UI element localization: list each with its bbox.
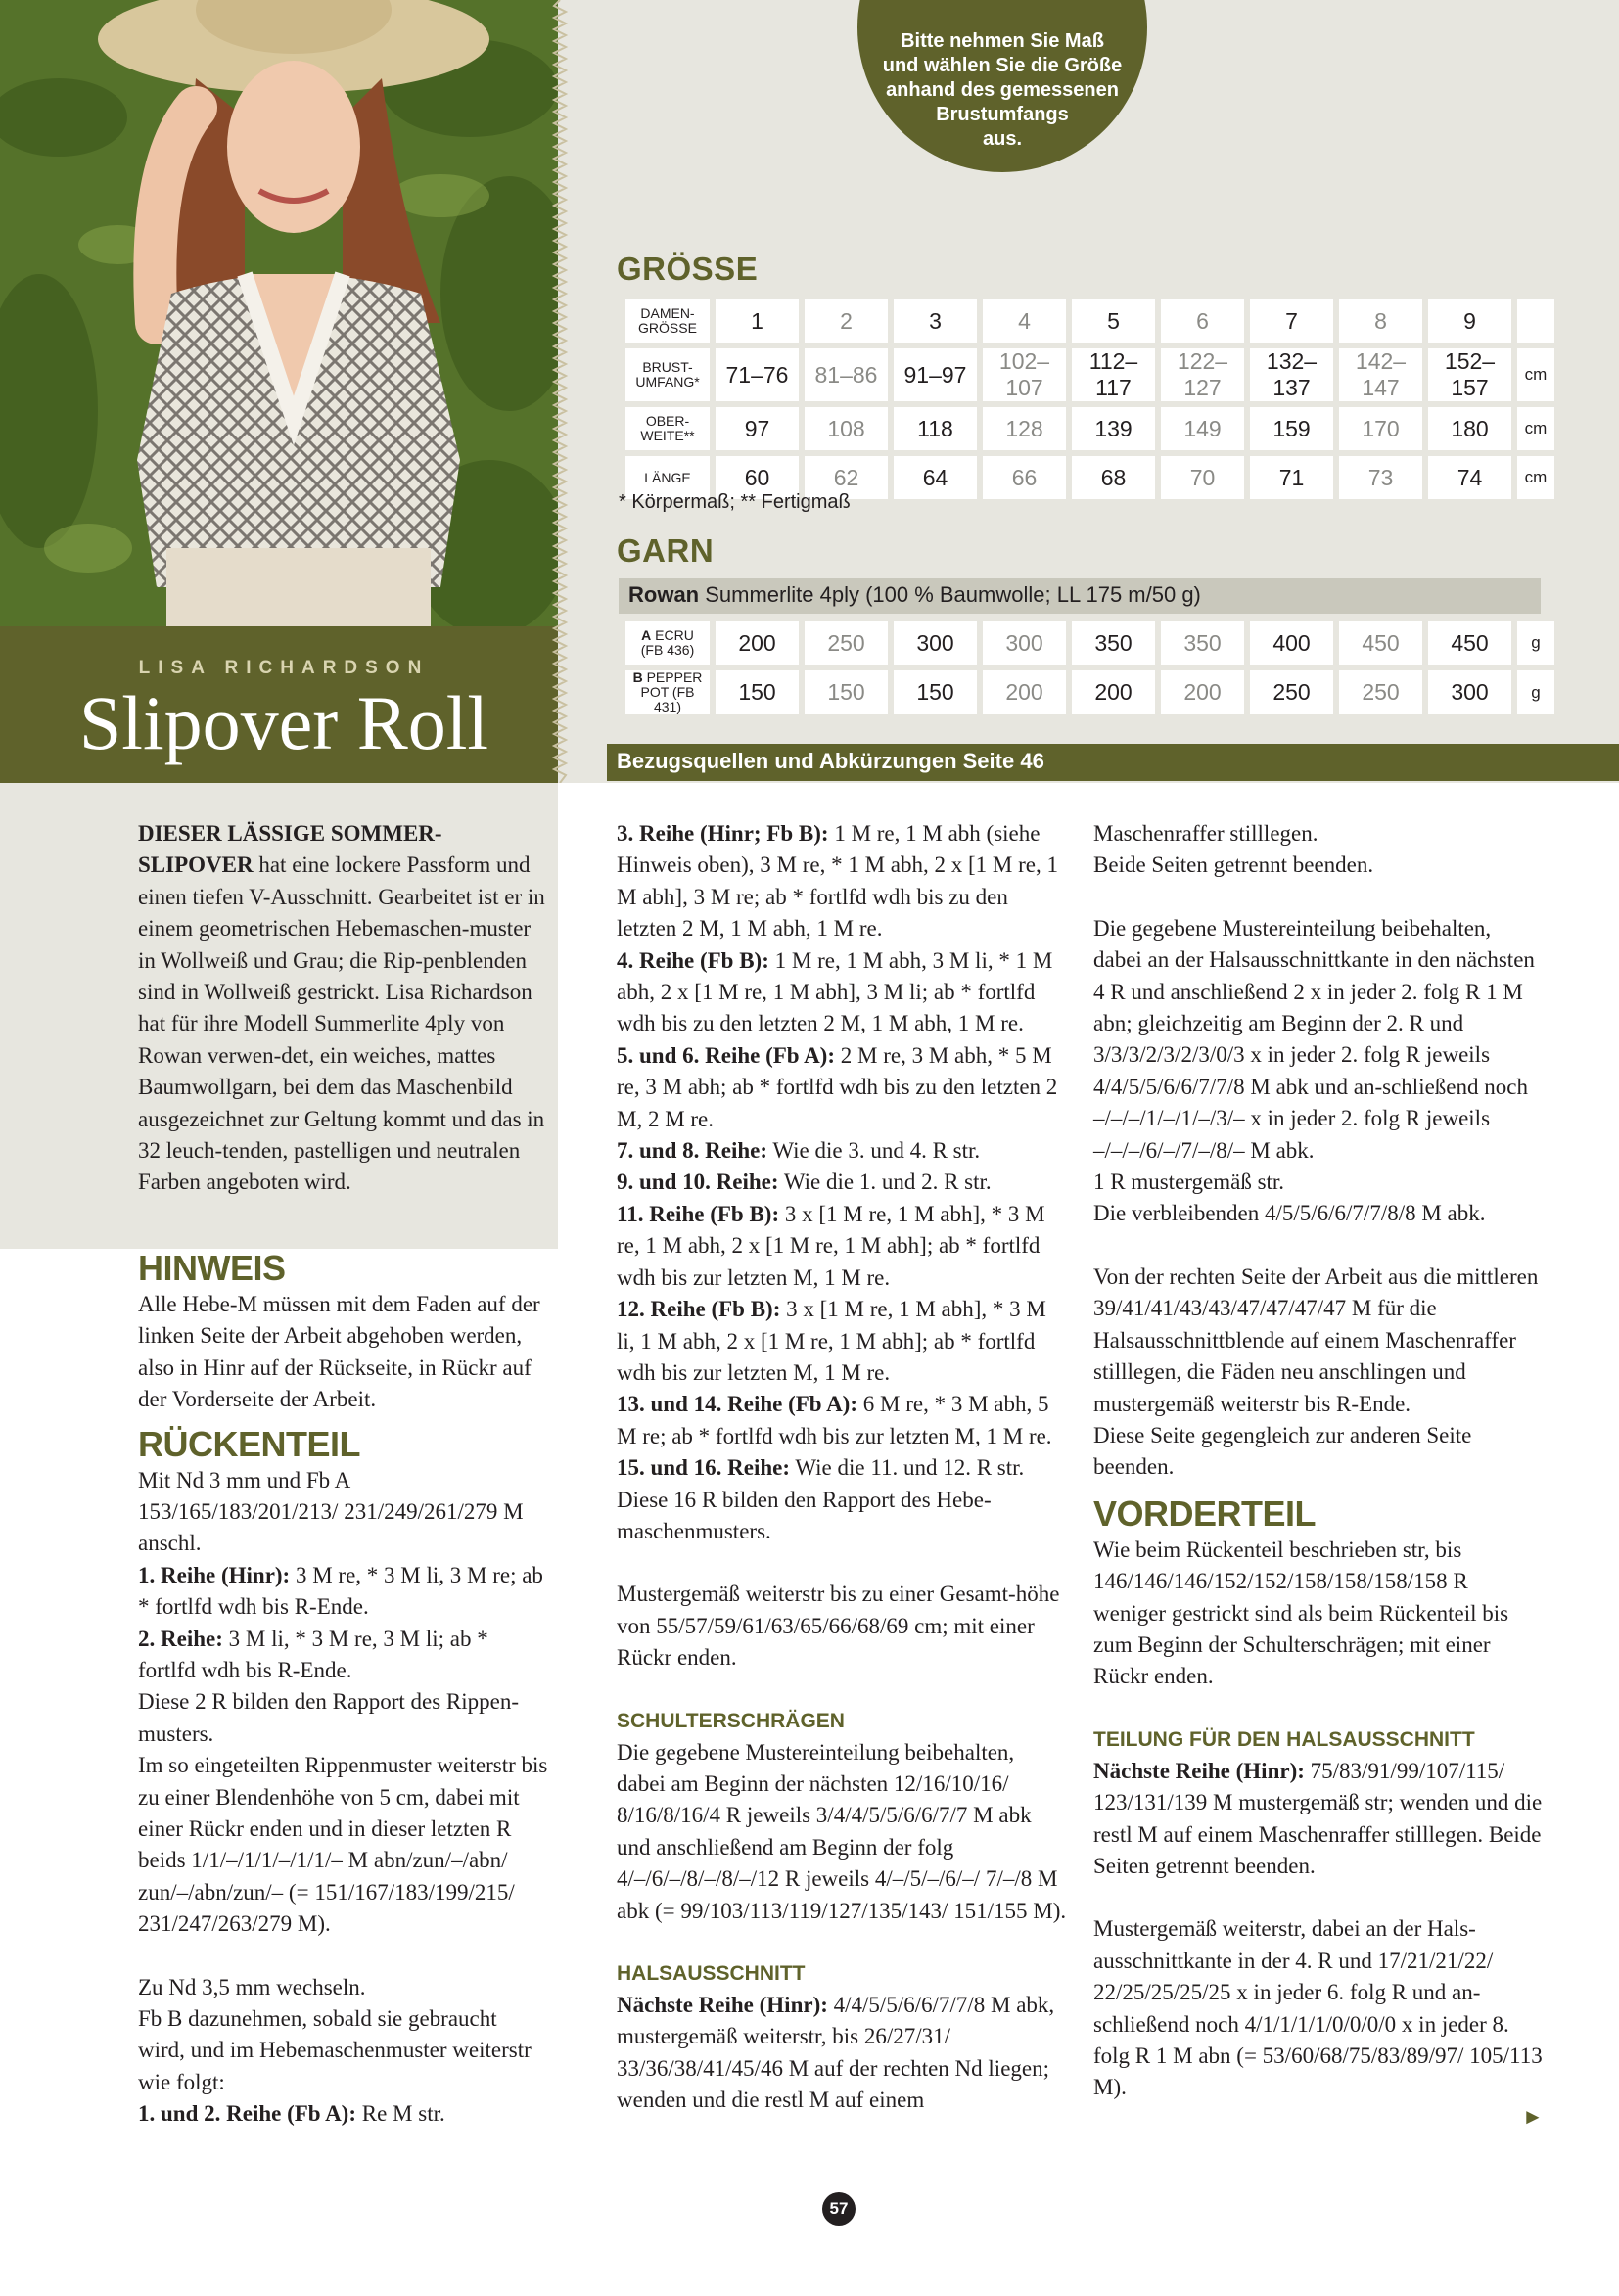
size-cell: 68 [1072, 456, 1155, 499]
title-band [0, 626, 558, 783]
yarn-cell: 200 [983, 670, 1066, 714]
designer-name: LISA RICHARDSON [138, 658, 430, 678]
yarn-cell: 200 [1072, 670, 1155, 714]
size-cell: 8 [1339, 299, 1422, 343]
size-cell: 102–107 [983, 348, 1066, 401]
size-cell: 73 [1339, 456, 1422, 499]
size-heading: GRÖSSE [617, 251, 759, 287]
size-row-label: BRUST- UMFANG* [625, 348, 710, 401]
row-text: 3 x [1 M re, 1 M abh], * 3 M re, 1 M abh, 2 x [1 M re, 1 M abh]; ab * fortlfd wdh bis zur letzten M, 1 M re. [617, 1201, 1045, 1290]
row-label: 1. Reihe (Hinr): [138, 1562, 291, 1587]
measure-note-line: und wählen Sie die Größe [882, 55, 1123, 76]
size-row [625, 407, 1554, 450]
row-label: 11. Reihe (Fb B): [617, 1201, 780, 1226]
row-label: 13. und 14. Reihe (Fb A): [617, 1392, 857, 1417]
gesamthoehe-text: Mustergemäß weiterstr bis zu einer Gesamt-höhe von 55/57/59/61/63/65/66/68/69 cm; mit einer Rückr enden. [617, 1582, 1060, 1671]
row-text: 4/4/5/5/6/6/7/7/8 M abk, mustergemäß weiterstr, bis 26/27/31/ 33/36/38/41/45/46 M auf der rechten Nd liegen; wenden und die restl M auf einem [617, 1993, 1055, 2113]
yarn-row [625, 670, 1554, 714]
size-cell: 66 [983, 456, 1066, 499]
size-cell: 74 [1428, 456, 1511, 499]
size-cell: 180 [1428, 407, 1511, 450]
size-cell: 118 [894, 407, 977, 450]
measure-note-line: Brustumfangs [936, 104, 1069, 125]
size-table [620, 294, 1560, 505]
rueckenteil-paragraph: Diese 2 R bilden den Rapport des Rippen-musters. [138, 1689, 520, 1746]
unit-cell: g [1517, 670, 1554, 714]
row-text: 2 M re, 3 M abh, * 5 M re, 3 M abh; ab * fortlfd wdh bis zu den letzten 2 M, 2 M re. [617, 1042, 1058, 1131]
rueckenteil-heading: RÜCKENTEIL [138, 1423, 360, 1464]
yarn-cell: 350 [1161, 621, 1244, 665]
yarn-color-name: PEPPER POT (FB 431) [640, 669, 703, 714]
yarn-brand: Rowan [628, 582, 700, 607]
yarn-table [620, 616, 1560, 720]
yarn-color-name: ECRU (FB 436) [640, 627, 695, 658]
hals-heading: HALSAUSSCHNITT [617, 1962, 806, 1985]
yarn-color-letter: B [632, 669, 643, 685]
row-instruction [138, 2098, 549, 2130]
size-row [625, 299, 1554, 343]
row-label: 4. Reihe (Fb B): [617, 947, 769, 973]
size-cell: 62 [805, 456, 888, 499]
col3-paragraph: Beide Seiten getrennt beenden. [1093, 852, 1374, 878]
row-instruction [617, 1199, 1067, 1294]
size-cell: 60 [716, 456, 799, 499]
zigzag-divider [550, 0, 570, 783]
row-instruction [617, 818, 1067, 945]
col3-paragraph: Diese Seite gegengleich zur anderen Seite beenden. [1093, 1422, 1472, 1480]
column-1 [138, 818, 549, 2131]
measure-note-line: Bitte nehmen Sie Maß [901, 30, 1104, 52]
model-photo [0, 0, 558, 626]
size-cell: 152–157 [1428, 348, 1511, 401]
row-label: 9. und 10. Reihe: [617, 1170, 779, 1195]
size-cell: 64 [894, 456, 977, 499]
schulter-text: Die gegebene Mustereinteilung beibehalten, dabei am Beginn der nächsten 12/16/10/16/ 8/16/8/16/4 R jeweils 3/4/4/5/5/6/6/7/7 M abk und anschließend am Beginn der folg 4/–/6/–/8/–/8/–/12 R jeweils 4/–/5/–/6/–/ 7/–/8 M abk (= 99/103/113/119/127/135/143/ 151/155 M). [617, 1739, 1067, 1923]
yarn-cell: 300 [1428, 670, 1511, 714]
yarn-cell: 150 [805, 670, 888, 714]
yarn-heading: GARN [617, 532, 715, 569]
col3-paragraph: Die gegebene Mustereinteilung beibehalten, dabei an der Halsausschnittkante in den nächsten 4 R und anschließend 2 x in jeder 2. folg R 1 M abn; gleichzeitig am Beginn der 2. R und 3/3/3/2/3/2/3/0/3 x in jeder 2. folg R jeweils 4/4/5/5/6/6/7/7/8 M abk und an-schließend noch –/–/–/1/–/1/–/3/– x in jeder 2. folg R jeweils –/–/–/6/–/7/–/8/– M abk. [1093, 915, 1535, 1163]
yarn-cell: 400 [1250, 621, 1333, 665]
yarn-desc: Summerlite 4ply (100 % Baumwolle; LL 175 m/50 g) [699, 582, 1201, 607]
continue-arrow-icon: ► [1522, 2104, 1544, 2129]
sources-bar: Bezugsquellen und Abkürzungen Seite 46 [607, 744, 1619, 781]
row-label: 3. Reihe (Hinr; Fb B): [617, 821, 829, 846]
size-cell: 170 [1339, 407, 1422, 450]
size-cell: 4 [983, 299, 1066, 343]
size-cell: 139 [1072, 407, 1155, 450]
size-cell: 122–127 [1161, 348, 1244, 401]
unit-cell: cm [1517, 348, 1554, 401]
row-text: 1 M re, 1 M abh, 3 M li, * 1 M abh, 2 x [1 M re, 1 M abh], 3 M li; ab * fortlfd wdh bis zu den letzten 2 M, 1 M abh, 1 M re. [617, 947, 1053, 1036]
yarn-cell: 250 [1339, 670, 1422, 714]
row-text: 3 M li, * 3 M re, 3 M li; ab * fortlfd wdh bis R-Ende. [138, 1626, 488, 1682]
yarn-cell: 350 [1072, 621, 1155, 665]
row-text: 6 M re, * 3 M abh, 5 M re; ab * fortlfd wdh bis zur letzten M, 1 M re. [617, 1392, 1052, 1448]
yarn-cell: 200 [716, 621, 799, 665]
column-3 [1093, 818, 1544, 2104]
size-cell: 1 [716, 299, 799, 343]
row-text: Re M str. [356, 2101, 445, 2127]
yarn-cell: 250 [1250, 670, 1333, 714]
row-text: Wie die 11. und 12. R str. [790, 1455, 1025, 1481]
unit-cell [1517, 299, 1554, 343]
row-text: 1 M re, 1 M abh (siehe Hinweis oben), 3 M re, * 1 M abh, 2 x [1 M re, 1 M abh], 3 M re; ab * fortlfd wdh bis zu den letzten 2 M, 1 M abh, 1 M re. [617, 821, 1058, 941]
teilung-heading: TEILUNG FÜR DEN HALSAUSSCHNITT [1093, 1727, 1475, 1751]
schulter-heading: SCHULTERSCHRÄGEN [617, 1709, 845, 1732]
unit-cell: cm [1517, 407, 1554, 450]
yarn-cell: 250 [805, 621, 888, 665]
vorderteil-heading: VORDERTEIL [1093, 1492, 1317, 1534]
yarn-cell: 150 [894, 670, 977, 714]
rueckenteil-cast-on: Mit Nd 3 mm und Fb A 153/165/183/201/213/ 231/249/261/279 M anschl. [138, 1467, 524, 1556]
size-cell: 70 [1161, 456, 1244, 499]
size-cell: 108 [805, 407, 888, 450]
col3-paragraph: Von der rechten Seite der Arbeit aus die mittleren 39/41/41/43/43/47/47/47/47 M für die Halsausschnittblende auf einem Maschenraffer stilllegen, die Fäden neu anschlingen und mustergemäß weiterstr bis R-Ende. [1093, 1263, 1539, 1416]
size-cell: 9 [1428, 299, 1511, 343]
intro-paragraph [138, 818, 549, 1199]
measure-note-line: anhand des gemessenen [886, 79, 1119, 101]
size-row [625, 348, 1554, 401]
col3-paragraph: Maschenraffer stilllegen. [1093, 821, 1318, 846]
yarn-row [625, 621, 1554, 665]
unit-cell: cm [1517, 456, 1554, 499]
yarn-row-label [625, 670, 710, 714]
intro-text: hat eine lockere Passform und einen tiefen V-Ausschnitt. Gearbeitet ist er in einem geometrischen Hebemaschen-muster in Wollweiß und Grau; die Rip-penblenden sind in Wollweiß gestrickt. Lisa Richardson hat für ihre Modell Summerlite 4ply von Rowan verwen-det, ein weiches, mattes Baumwollgarn, bei dem das Maschenbild ausgezeichnet zur Geltung kommt und das in 32 leuch-tenden, pastelligen und neutralen Farben angeboten wird. [138, 852, 545, 1195]
size-row-label: DAMEN- GRÖSSE [625, 299, 710, 343]
yarn-cell: 300 [894, 621, 977, 665]
row-label: 5. und 6. Reihe (Fb A): [617, 1042, 835, 1068]
size-cell: 71 [1250, 456, 1333, 499]
row-label: 15. und 16. Reihe: [617, 1455, 790, 1481]
row-label: 12. Reihe (Fb B): [617, 1297, 781, 1322]
row-instruction [617, 1040, 1067, 1135]
rueckenteil-paragraph: Zu Nd 3,5 mm wechseln. [138, 1974, 366, 1999]
size-cell: 5 [1072, 299, 1155, 343]
size-cell: 142–147 [1339, 348, 1422, 401]
row-instruction [617, 1135, 1067, 1167]
col3-paragraph: Die verbleibenden 4/5/5/6/6/7/7/8/8 M abk. [1093, 1201, 1486, 1226]
hinweis-heading: HINWEIS [138, 1247, 286, 1288]
row-instruction [617, 1389, 1067, 1452]
row-instruction [617, 1167, 1067, 1198]
yarn-description [619, 578, 1541, 614]
yarn-row-label [625, 621, 710, 665]
row-text: 75/83/91/99/107/115/ 123/131/139 M mustergemäß str; wenden und die restl M auf einem Maschenraffer stilllegen. Beide Seiten getrennt beenden. [1093, 1758, 1543, 1878]
size-cell: 81–86 [805, 348, 888, 401]
row-label: 2. Reihe: [138, 1626, 223, 1651]
pattern-title: Slipover Roll [78, 680, 489, 765]
measure-note-line: aus. [982, 128, 1023, 150]
row-instruction [138, 1560, 549, 1624]
vorderteil-text: Wie beim Rückenteil beschrieben str, bis 146/146/146/152/152/158/158/158/158 R weniger gestrickt sind als beim Rückenteil bis zum Beginn der Schulterschrägen; mit einer Rückr enden. [1093, 1537, 1509, 1689]
column-2 [617, 818, 1067, 2117]
row-instruction [617, 945, 1067, 1040]
size-cell: 91–97 [894, 348, 977, 401]
yarn-cell: 450 [1428, 621, 1511, 665]
yarn-cell: 200 [1161, 670, 1244, 714]
rueckenteil-paragraph: Im so eingeteilten Rippenmuster weiterstr bis zu einer Blendenhöhe von 5 cm, dabei mit einer Rückr enden und in dieser letzten R beids 1/1/–/1/1/–/1/1/– M abn/zun/–/abn/ zun/–/abn/zun/– (= 151/167/183/199/215/ 231/247/263/279 M). [138, 1753, 548, 1937]
size-cell: 7 [1250, 299, 1333, 343]
rueckenteil-paragraph: Fb B dazunehmen, sobald sie gebraucht wird, und im Hebemaschenmuster weiterstr wie folgt: [138, 2006, 532, 2094]
yarn-color-letter: A [641, 627, 652, 643]
intro-lead: DIESER LÄSSIGE SOMMER-SLIPOVER [138, 821, 442, 878]
size-footnote: * Körpermaß; ** Fertigmaß [619, 491, 851, 513]
size-row-label: OBER- WEITE** [625, 407, 710, 450]
row-instruction [617, 1452, 1067, 1484]
col3-paragraph: Mustergemäß weiterstr, dabei an der Hals-ausschnittkante in der 4. R und 17/21/21/22/ 22/25/25/25/25 x in jeder 6. folg R und an-schließend noch 4/1/1/1/1/0/0/0/0 x in jeder 8. folg R 1 M abn (= 53/60/68/75/83/89/97/ 105/113 M). [1093, 1916, 1543, 2100]
row-instruction [617, 1990, 1067, 2117]
row-text: Wie die 3. und 4. R str. [767, 1138, 981, 1164]
page-number: 57 [822, 2192, 856, 2226]
size-cell: 3 [894, 299, 977, 343]
measure-note-badge [857, 0, 1147, 172]
row-label: Nächste Reihe (Hinr): [617, 1993, 828, 2017]
yarn-cell: 300 [983, 621, 1066, 665]
yarn-cell: 450 [1339, 621, 1422, 665]
row-label: 1. und 2. Reihe (Fb A): [138, 2101, 356, 2127]
size-cell: 149 [1161, 407, 1244, 450]
row-label: 7. und 8. Reihe: [617, 1138, 767, 1164]
size-cell: 132–137 [1250, 348, 1333, 401]
row-text: Wie die 1. und 2. R str. [778, 1170, 992, 1195]
size-cell: 71–76 [716, 348, 799, 401]
row-label: Nächste Reihe (Hinr): [1093, 1758, 1305, 1783]
row-text: 3 x [1 M re, 1 M abh], * 3 M li, 1 M abh, 2 x [1 M re, 1 M abh]; ab * fortlfd wdh bis zur letzten M, 1 M re. [617, 1297, 1046, 1385]
unit-cell: g [1517, 621, 1554, 665]
row-instruction [1093, 1756, 1544, 1883]
size-row-label: LÄNGE [625, 456, 710, 499]
row-text: 3 M re, * 3 M li, 3 M re; ab * fortlfd wdh bis R-Ende. [138, 1562, 543, 1620]
col3-paragraph: 1 R mustergemäß str. [1093, 1170, 1285, 1195]
size-cell: 97 [716, 407, 799, 450]
yarn-cell: 150 [716, 670, 799, 714]
size-cell: 112–117 [1072, 348, 1155, 401]
size-cell: 2 [805, 299, 888, 343]
size-cell: 159 [1250, 407, 1333, 450]
row-instruction [138, 1624, 549, 1687]
rapport-text: Diese 16 R bilden den Rapport des Hebe-maschenmusters. [617, 1487, 992, 1543]
size-cell: 128 [983, 407, 1066, 450]
size-cell: 6 [1161, 299, 1244, 343]
hinweis-text: Alle Hebe-M müssen mit dem Faden auf der linken Seite der Arbeit abgehoben werden, also in Hinr auf der Rückseite, in Rückr auf der Vorderseite der Arbeit. [138, 1291, 540, 1412]
row-instruction [617, 1294, 1067, 1389]
